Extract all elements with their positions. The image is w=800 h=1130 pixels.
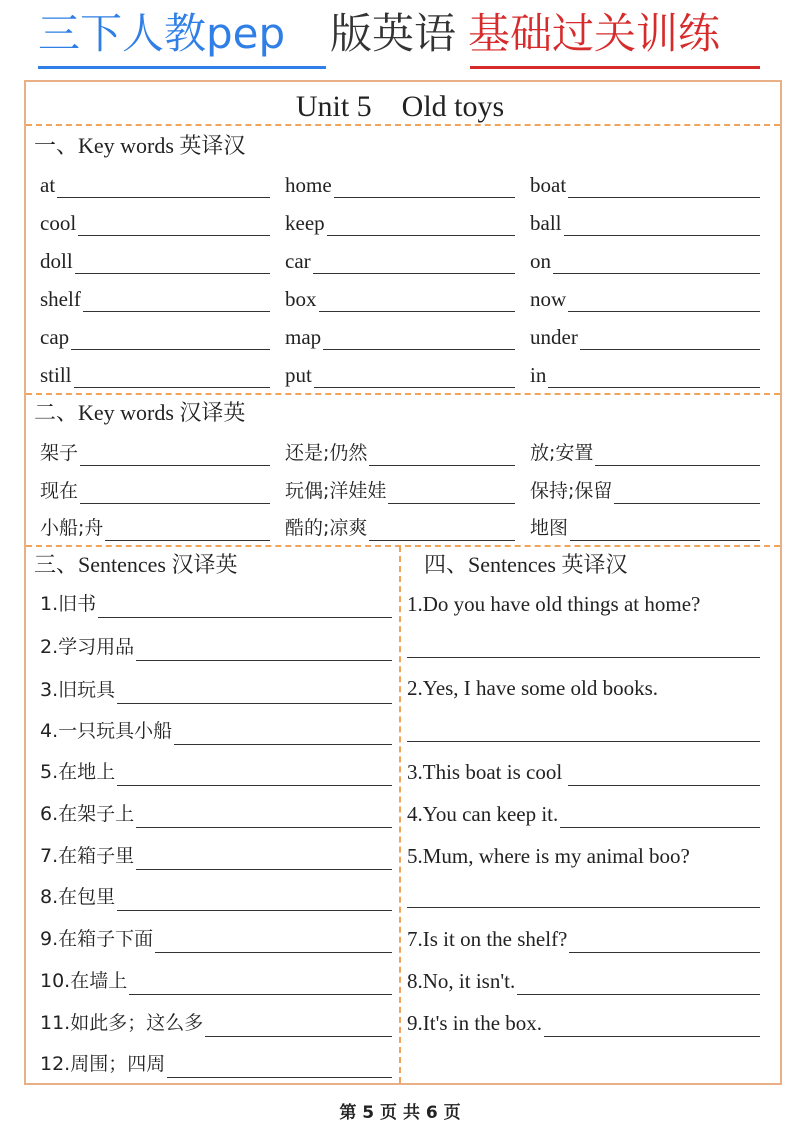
word-item: now <box>530 286 760 312</box>
answer-blank[interactable] <box>74 367 270 388</box>
answer-blank[interactable] <box>57 177 270 198</box>
word-item: 架子 <box>40 440 270 466</box>
answer-blank[interactable] <box>71 329 270 350</box>
word-item: cool <box>40 210 270 236</box>
answer-blank[interactable] <box>614 483 760 504</box>
word-item: 现在 <box>40 478 270 504</box>
answer-blank[interactable] <box>117 765 392 786</box>
sentence-item: 3.This boat is cool <box>407 758 760 786</box>
answer-blank[interactable] <box>313 253 515 274</box>
answer-blank[interactable] <box>319 291 516 312</box>
answer-blank[interactable] <box>136 640 392 661</box>
sentence-item: 4.You can keep it. <box>407 800 760 828</box>
answer-blank[interactable] <box>117 890 392 911</box>
answer-blank[interactable] <box>129 974 392 995</box>
sentence-item: 3.旧玩具 <box>40 676 392 704</box>
answer-line[interactable] <box>407 741 760 742</box>
sentence-item: 5.在地上 <box>40 758 392 786</box>
answer-blank[interactable] <box>83 291 270 312</box>
sentence-item: 2.学习用品 <box>40 633 392 661</box>
answer-blank[interactable] <box>568 177 760 198</box>
word-item: 保持;保留 <box>530 478 760 504</box>
divider-section2 <box>26 545 780 547</box>
divider-columns <box>399 546 401 1083</box>
answer-blank[interactable] <box>560 807 760 828</box>
page-footer: 第 5 页 共 6 页 <box>339 1103 461 1123</box>
answer-blank[interactable] <box>117 683 392 704</box>
header-title-red: 基础过关训练 <box>468 9 721 58</box>
answer-blank[interactable] <box>570 520 760 541</box>
divider-section1 <box>26 393 780 395</box>
word-item: put <box>285 362 515 388</box>
answer-blank[interactable] <box>568 291 760 312</box>
answer-line[interactable] <box>407 907 760 908</box>
word-item: 地图 <box>530 515 760 541</box>
answer-blank[interactable] <box>548 367 760 388</box>
word-item: under <box>530 324 760 350</box>
sentence-item: 9.It's in the box. <box>407 1009 760 1037</box>
header-title-blue: 三下人教pep <box>38 9 286 58</box>
word-item: doll <box>40 248 270 274</box>
answer-blank[interactable] <box>205 1016 392 1037</box>
word-item: car <box>285 248 515 274</box>
answer-blank[interactable] <box>544 1016 760 1037</box>
word-item: map <box>285 324 515 350</box>
sentence-item: 4.一只玩具小船 <box>40 717 392 745</box>
sentence-item: 5.Mum, where is my animal boo? <box>407 844 690 868</box>
answer-blank[interactable] <box>334 177 515 198</box>
answer-blank[interactable] <box>569 932 760 953</box>
answer-blank[interactable] <box>568 765 760 786</box>
answer-blank[interactable] <box>105 520 270 541</box>
answer-blank[interactable] <box>314 367 515 388</box>
section2-title: 二、Key words 汉译英 <box>34 400 246 425</box>
section3-title: 三、Sentences 汉译英 <box>34 552 238 577</box>
word-item: on <box>530 248 760 274</box>
header-underline-blue <box>38 66 326 69</box>
sentence-item: 12.周围；四周 <box>40 1050 392 1078</box>
sentence-item: 7.在箱子里 <box>40 842 392 870</box>
answer-blank[interactable] <box>580 329 760 350</box>
answer-blank[interactable] <box>136 807 392 828</box>
answer-blank[interactable] <box>553 253 760 274</box>
worksheet-header <box>0 0 800 75</box>
answer-blank[interactable] <box>98 597 392 618</box>
answer-blank[interactable] <box>369 445 515 466</box>
sentence-item: 1.Do you have old things at home? <box>407 592 701 616</box>
word-item: cap <box>40 324 270 350</box>
answer-blank[interactable] <box>75 253 270 274</box>
unit-title: Unit 5 Old toys <box>295 90 505 123</box>
sentence-item: 6.在架子上 <box>40 800 392 828</box>
section1-title: 一、Key words 英译汉 <box>34 133 246 158</box>
word-item: 玩偶;洋娃娃 <box>285 478 515 504</box>
word-item: box <box>285 286 515 312</box>
answer-line[interactable] <box>407 657 760 658</box>
answer-blank[interactable] <box>80 445 270 466</box>
answer-blank[interactable] <box>155 932 392 953</box>
word-item: 放;安置 <box>530 440 760 466</box>
sentence-item: 10.在墙上 <box>40 967 392 995</box>
sentence-item: 8.No, it isn't. <box>407 967 760 995</box>
word-item: 小船;舟 <box>40 515 270 541</box>
word-item: at <box>40 172 270 198</box>
word-item: still <box>40 362 270 388</box>
word-item: boat <box>530 172 760 198</box>
answer-blank[interactable] <box>517 974 760 995</box>
answer-blank[interactable] <box>136 849 392 870</box>
answer-blank[interactable] <box>564 215 761 236</box>
answer-blank[interactable] <box>369 520 515 541</box>
answer-blank[interactable] <box>327 215 515 236</box>
answer-blank[interactable] <box>595 445 760 466</box>
answer-blank[interactable] <box>78 215 270 236</box>
word-item: home <box>285 172 515 198</box>
word-item: ball <box>530 210 760 236</box>
section4-title: 四、Sentences 英译汉 <box>424 552 628 577</box>
sentence-item: 9.在箱子下面 <box>40 925 392 953</box>
word-item: shelf <box>40 286 270 312</box>
word-item: keep <box>285 210 515 236</box>
answer-blank[interactable] <box>80 483 270 504</box>
answer-blank[interactable] <box>174 724 392 745</box>
word-item: in <box>530 362 760 388</box>
sentence-item: 2.Yes, I have some old books. <box>407 676 659 700</box>
sentence-item: 8.在包里 <box>40 883 392 911</box>
answer-blank[interactable] <box>388 483 515 504</box>
header-title-black: 版英语 <box>330 9 457 58</box>
answer-blank[interactable] <box>323 329 515 350</box>
answer-blank[interactable] <box>167 1057 392 1078</box>
sentence-item: 1.旧书 <box>40 590 392 618</box>
sentence-item: 7.Is it on the shelf? <box>407 925 760 953</box>
word-item: 酷的;凉爽 <box>285 515 515 541</box>
sentence-item: 11.如此多；这么多 <box>40 1009 392 1037</box>
header-underline-red <box>470 66 760 69</box>
word-item: 还是;仍然 <box>285 440 515 466</box>
